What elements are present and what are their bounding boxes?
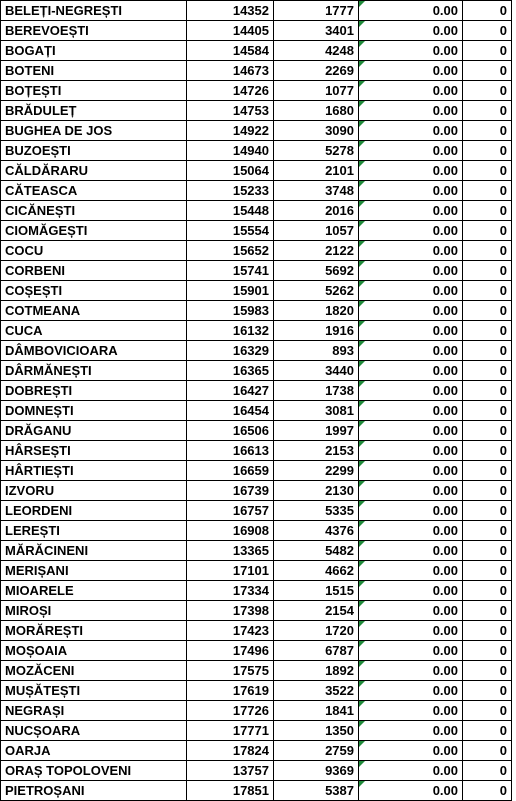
error-indicator-icon — [359, 261, 365, 267]
error-indicator-icon — [359, 741, 365, 747]
count-cell[interactable]: 0 — [463, 781, 512, 801]
locality-name-cell[interactable]: MORĂREȘTI — [1, 621, 187, 641]
table-row — [1, 761, 512, 781]
amount-cell[interactable]: 0.00 — [359, 401, 463, 421]
table-row — [1, 241, 512, 261]
table-row — [1, 461, 512, 481]
amount-cell[interactable]: 0.00 — [359, 161, 463, 181]
population-cell[interactable]: 1892 — [274, 661, 359, 681]
amount-cell[interactable]: 0.00 — [359, 21, 463, 41]
siruta-code-cell[interactable]: 15448 — [187, 201, 274, 221]
amount-cell[interactable]: 0.00 — [359, 761, 463, 781]
count-cell[interactable]: 0 — [463, 121, 512, 141]
error-indicator-icon — [359, 281, 365, 287]
count-cell[interactable]: 0 — [463, 201, 512, 221]
locality-name-cell[interactable]: NEGRAȘI — [1, 701, 187, 721]
count-cell[interactable]: 0 — [463, 701, 512, 721]
siruta-code-cell[interactable]: 16739 — [187, 481, 274, 501]
population-cell[interactable]: 1841 — [274, 701, 359, 721]
locality-name-cell[interactable]: BUZOEȘTI — [1, 141, 187, 161]
siruta-code-cell[interactable]: 15554 — [187, 221, 274, 241]
amount-cell[interactable]: 0.00 — [359, 721, 463, 741]
count-cell[interactable]: 0 — [463, 1, 512, 21]
table-row — [1, 681, 512, 701]
table-row — [1, 621, 512, 641]
locality-name-cell[interactable]: DOMNEȘTI — [1, 401, 187, 421]
table-row — [1, 781, 512, 801]
table-row — [1, 141, 512, 161]
amount-cell[interactable]: 0.00 — [359, 201, 463, 221]
population-cell[interactable]: 5262 — [274, 281, 359, 301]
count-cell[interactable]: 0 — [463, 41, 512, 61]
count-cell[interactable]: 0 — [463, 601, 512, 621]
table-body — [1, 1, 512, 801]
siruta-code-cell[interactable]: 14405 — [187, 21, 274, 41]
siruta-code-cell[interactable]: 17726 — [187, 701, 274, 721]
siruta-code-cell[interactable]: 16132 — [187, 321, 274, 341]
error-indicator-icon — [359, 761, 365, 767]
population-cell[interactable]: 4248 — [274, 41, 359, 61]
error-indicator-icon — [359, 61, 365, 67]
population-cell[interactable]: 1738 — [274, 381, 359, 401]
count-cell[interactable]: 0 — [463, 321, 512, 341]
error-indicator-icon — [359, 701, 365, 707]
population-cell[interactable]: 2154 — [274, 601, 359, 621]
error-indicator-icon — [359, 661, 365, 667]
locality-name-cell[interactable]: BUGHEA DE JOS — [1, 121, 187, 141]
error-indicator-icon — [359, 581, 365, 587]
error-indicator-icon — [359, 481, 365, 487]
count-cell[interactable]: 0 — [463, 361, 512, 381]
siruta-code-cell[interactable]: 17334 — [187, 581, 274, 601]
amount-cell[interactable]: 0.00 — [359, 601, 463, 621]
count-cell[interactable]: 0 — [463, 261, 512, 281]
amount-cell[interactable]: 0.00 — [359, 281, 463, 301]
locality-name-cell[interactable]: DÂRMĂNEȘTI — [1, 361, 187, 381]
count-cell[interactable]: 0 — [463, 161, 512, 181]
siruta-code-cell[interactable]: 15064 — [187, 161, 274, 181]
locality-name-cell[interactable]: MĂRĂCINENI — [1, 541, 187, 561]
siruta-code-cell[interactable]: 16365 — [187, 361, 274, 381]
locality-name-cell[interactable]: MERIȘANI — [1, 561, 187, 581]
amount-cell[interactable]: 0.00 — [359, 301, 463, 321]
locality-name-cell[interactable]: COTMEANA — [1, 301, 187, 321]
error-indicator-icon — [359, 441, 365, 447]
count-cell[interactable]: 0 — [463, 301, 512, 321]
error-indicator-icon — [359, 601, 365, 607]
error-indicator-icon — [359, 201, 365, 207]
table-row — [1, 201, 512, 221]
locality-name-cell[interactable]: DOBREȘTI — [1, 381, 187, 401]
table-row — [1, 121, 512, 141]
locality-name-cell[interactable]: HÂRTIEȘTI — [1, 461, 187, 481]
amount-cell[interactable]: 0.00 — [359, 741, 463, 761]
amount-cell[interactable]: 0.00 — [359, 681, 463, 701]
table-row — [1, 21, 512, 41]
amount-cell[interactable]: 0.00 — [359, 141, 463, 161]
table-row — [1, 641, 512, 661]
siruta-code-cell[interactable]: 17619 — [187, 681, 274, 701]
error-indicator-icon — [359, 421, 365, 427]
table-row — [1, 521, 512, 541]
count-cell[interactable]: 0 — [463, 181, 512, 201]
population-cell[interactable]: 4376 — [274, 521, 359, 541]
amount-cell[interactable]: 0.00 — [359, 41, 463, 61]
table-row — [1, 481, 512, 501]
table-row — [1, 441, 512, 461]
error-indicator-icon — [359, 361, 365, 367]
count-cell[interactable]: 0 — [463, 681, 512, 701]
locality-name-cell[interactable]: MIOARELE — [1, 581, 187, 601]
count-cell[interactable]: 0 — [463, 561, 512, 581]
amount-cell[interactable]: 0.00 — [359, 421, 463, 441]
count-cell[interactable]: 0 — [463, 721, 512, 741]
count-cell[interactable]: 0 — [463, 101, 512, 121]
locality-name-cell[interactable]: HÂRSEȘTI — [1, 441, 187, 461]
table-row — [1, 421, 512, 441]
locality-name-cell[interactable]: MOZĂCENI — [1, 661, 187, 681]
count-cell[interactable]: 0 — [463, 661, 512, 681]
count-cell[interactable]: 0 — [463, 501, 512, 521]
population-cell[interactable]: 5692 — [274, 261, 359, 281]
error-indicator-icon — [359, 561, 365, 567]
count-cell[interactable]: 0 — [463, 581, 512, 601]
locality-name-cell[interactable]: BOGAȚI — [1, 41, 187, 61]
population-cell[interactable]: 2269 — [274, 61, 359, 81]
siruta-code-cell[interactable]: 15901 — [187, 281, 274, 301]
error-indicator-icon — [359, 241, 365, 247]
amount-cell[interactable]: 0.00 — [359, 361, 463, 381]
table-row — [1, 541, 512, 561]
locality-name-cell[interactable]: NUCȘOARA — [1, 721, 187, 741]
population-cell[interactable]: 2130 — [274, 481, 359, 501]
locality-name-cell[interactable]: CORBENI — [1, 261, 187, 281]
amount-cell[interactable]: 0.00 — [359, 321, 463, 341]
table-row — [1, 661, 512, 681]
locality-name-cell[interactable]: BOȚEȘTI — [1, 81, 187, 101]
locality-name-cell[interactable]: COȘEȘTI — [1, 281, 187, 301]
population-cell[interactable]: 3748 — [274, 181, 359, 201]
population-cell[interactable]: 3401 — [274, 21, 359, 41]
population-cell[interactable]: 1057 — [274, 221, 359, 241]
siruta-code-cell[interactable]: 14584 — [187, 41, 274, 61]
population-cell[interactable]: 3522 — [274, 681, 359, 701]
locality-name-cell[interactable]: CĂTEASCA — [1, 181, 187, 201]
error-indicator-icon — [359, 141, 365, 147]
table-row — [1, 41, 512, 61]
siruta-code-cell[interactable]: 14922 — [187, 121, 274, 141]
amount-cell[interactable]: 0.00 — [359, 381, 463, 401]
locality-name-cell[interactable]: MIROȘI — [1, 601, 187, 621]
table-row — [1, 401, 512, 421]
error-indicator-icon — [359, 321, 365, 327]
siruta-code-cell[interactable]: 17101 — [187, 561, 274, 581]
locality-name-cell[interactable]: DRĂGANU — [1, 421, 187, 441]
locality-name-cell[interactable]: MUȘĂTEȘTI — [1, 681, 187, 701]
locality-name-cell[interactable]: LEREȘTI — [1, 521, 187, 541]
locality-name-cell[interactable]: CICĂNEȘTI — [1, 201, 187, 221]
error-indicator-icon — [359, 1, 365, 7]
amount-cell[interactable]: 0.00 — [359, 661, 463, 681]
siruta-code-cell[interactable]: 16659 — [187, 461, 274, 481]
table-row — [1, 81, 512, 101]
count-cell[interactable]: 0 — [463, 481, 512, 501]
siruta-code-cell[interactable]: 16427 — [187, 381, 274, 401]
error-indicator-icon — [359, 681, 365, 687]
count-cell[interactable]: 0 — [463, 241, 512, 261]
amount-cell[interactable]: 0.00 — [359, 701, 463, 721]
table-row — [1, 701, 512, 721]
count-cell[interactable]: 0 — [463, 221, 512, 241]
table-row — [1, 61, 512, 81]
population-cell[interactable]: 1820 — [274, 301, 359, 321]
table-row — [1, 221, 512, 241]
count-cell[interactable]: 0 — [463, 421, 512, 441]
siruta-code-cell[interactable]: 14352 — [187, 1, 274, 21]
amount-cell[interactable]: 0.00 — [359, 261, 463, 281]
locality-name-cell[interactable]: BOTENI — [1, 61, 187, 81]
population-cell[interactable]: 1916 — [274, 321, 359, 341]
count-cell[interactable]: 0 — [463, 621, 512, 641]
error-indicator-icon — [359, 641, 365, 647]
error-indicator-icon — [359, 621, 365, 627]
population-cell[interactable]: 2153 — [274, 441, 359, 461]
count-cell[interactable]: 0 — [463, 401, 512, 421]
amount-cell[interactable]: 0.00 — [359, 641, 463, 661]
population-cell[interactable]: 5387 — [274, 781, 359, 801]
count-cell[interactable]: 0 — [463, 61, 512, 81]
error-indicator-icon — [359, 521, 365, 527]
amount-cell[interactable]: 0.00 — [359, 561, 463, 581]
table-row — [1, 181, 512, 201]
count-cell[interactable]: 0 — [463, 441, 512, 461]
amount-cell[interactable]: 0.00 — [359, 221, 463, 241]
table-row — [1, 581, 512, 601]
siruta-code-cell[interactable]: 15983 — [187, 301, 274, 321]
population-cell[interactable]: 1350 — [274, 721, 359, 741]
amount-cell[interactable]: 0.00 — [359, 121, 463, 141]
population-cell[interactable]: 1680 — [274, 101, 359, 121]
locality-name-cell[interactable]: LEORDENI — [1, 501, 187, 521]
population-cell[interactable]: 2759 — [274, 741, 359, 761]
error-indicator-icon — [359, 301, 365, 307]
amount-cell[interactable]: 0.00 — [359, 781, 463, 801]
amount-cell[interactable]: 0.00 — [359, 101, 463, 121]
count-cell[interactable]: 0 — [463, 281, 512, 301]
population-cell[interactable]: 1997 — [274, 421, 359, 441]
siruta-code-cell[interactable]: 16454 — [187, 401, 274, 421]
amount-cell[interactable]: 0.00 — [359, 541, 463, 561]
locality-name-cell[interactable]: BELEȚI-NEGREȘTI — [1, 1, 187, 21]
locality-name-cell[interactable]: CIOMĂGEȘTI — [1, 221, 187, 241]
population-cell[interactable]: 893 — [274, 341, 359, 361]
locality-name-cell[interactable]: CUCA — [1, 321, 187, 341]
table-row — [1, 381, 512, 401]
amount-cell[interactable]: 0.00 — [359, 521, 463, 541]
count-cell[interactable]: 0 — [463, 141, 512, 161]
population-cell[interactable]: 1077 — [274, 81, 359, 101]
siruta-code-cell[interactable]: 13365 — [187, 541, 274, 561]
population-cell[interactable]: 6787 — [274, 641, 359, 661]
siruta-code-cell[interactable]: 14940 — [187, 141, 274, 161]
amount-cell[interactable]: 0.00 — [359, 181, 463, 201]
population-cell[interactable]: 1777 — [274, 1, 359, 21]
population-cell[interactable]: 1720 — [274, 621, 359, 641]
count-cell[interactable]: 0 — [463, 461, 512, 481]
error-indicator-icon — [359, 221, 365, 227]
population-cell[interactable]: 2122 — [274, 241, 359, 261]
population-cell[interactable]: 3440 — [274, 361, 359, 381]
amount-cell[interactable]: 0.00 — [359, 581, 463, 601]
siruta-code-cell[interactable]: 17771 — [187, 721, 274, 741]
table-row — [1, 261, 512, 281]
siruta-code-cell[interactable]: 15652 — [187, 241, 274, 261]
error-indicator-icon — [359, 781, 365, 787]
error-indicator-icon — [359, 41, 365, 47]
error-indicator-icon — [359, 101, 365, 107]
table-row — [1, 101, 512, 121]
siruta-code-cell[interactable]: 17496 — [187, 641, 274, 661]
population-cell[interactable]: 5482 — [274, 541, 359, 561]
population-cell[interactable]: 3090 — [274, 121, 359, 141]
siruta-code-cell[interactable]: 13757 — [187, 761, 274, 781]
table-row — [1, 741, 512, 761]
amount-cell[interactable]: 0.00 — [359, 501, 463, 521]
siruta-code-cell[interactable]: 17824 — [187, 741, 274, 761]
error-indicator-icon — [359, 721, 365, 727]
locality-name-cell[interactable]: COCU — [1, 241, 187, 261]
error-indicator-icon — [359, 161, 365, 167]
population-cell[interactable]: 4662 — [274, 561, 359, 581]
error-indicator-icon — [359, 181, 365, 187]
siruta-code-cell[interactable]: 14726 — [187, 81, 274, 101]
siruta-code-cell[interactable]: 16757 — [187, 501, 274, 521]
table-row — [1, 501, 512, 521]
siruta-code-cell[interactable]: 17423 — [187, 621, 274, 641]
siruta-code-cell[interactable]: 16506 — [187, 421, 274, 441]
siruta-code-cell[interactable]: 17851 — [187, 781, 274, 801]
amount-cell[interactable]: 0.00 — [359, 61, 463, 81]
error-indicator-icon — [359, 461, 365, 467]
siruta-code-cell[interactable]: 17398 — [187, 601, 274, 621]
amount-cell[interactable]: 0.00 — [359, 461, 463, 481]
count-cell[interactable]: 0 — [463, 521, 512, 541]
table-row — [1, 361, 512, 381]
population-cell[interactable]: 5278 — [274, 141, 359, 161]
locality-name-cell[interactable]: IZVORU — [1, 481, 187, 501]
error-indicator-icon — [359, 81, 365, 87]
error-indicator-icon — [359, 21, 365, 27]
amount-cell[interactable]: 0.00 — [359, 621, 463, 641]
table-row — [1, 321, 512, 341]
population-cell[interactable]: 9369 — [274, 761, 359, 781]
siruta-code-cell[interactable]: 16329 — [187, 341, 274, 361]
siruta-code-cell[interactable]: 16908 — [187, 521, 274, 541]
population-cell[interactable]: 5335 — [274, 501, 359, 521]
siruta-code-cell[interactable]: 14753 — [187, 101, 274, 121]
table-row — [1, 601, 512, 621]
error-indicator-icon — [359, 501, 365, 507]
count-cell[interactable]: 0 — [463, 21, 512, 41]
error-indicator-icon — [359, 401, 365, 407]
table-row — [1, 561, 512, 581]
table-row — [1, 161, 512, 181]
count-cell[interactable]: 0 — [463, 81, 512, 101]
population-cell[interactable]: 2101 — [274, 161, 359, 181]
population-cell[interactable]: 2016 — [274, 201, 359, 221]
locality-name-cell[interactable]: DÂMBOVICIOARA — [1, 341, 187, 361]
locality-name-cell[interactable]: CĂLDĂRARU — [1, 161, 187, 181]
siruta-code-cell[interactable]: 17575 — [187, 661, 274, 681]
table-row — [1, 341, 512, 361]
amount-cell[interactable]: 0.00 — [359, 341, 463, 361]
error-indicator-icon — [359, 541, 365, 547]
locality-name-cell[interactable]: OARJA — [1, 741, 187, 761]
locality-name-cell[interactable]: ORAȘ TOPOLOVENI — [1, 761, 187, 781]
locality-name-cell[interactable]: PIETROȘANI — [1, 781, 187, 801]
siruta-code-cell[interactable]: 15233 — [187, 181, 274, 201]
amount-cell[interactable]: 0.00 — [359, 1, 463, 21]
count-cell[interactable]: 0 — [463, 341, 512, 361]
locality-name-cell[interactable]: BEREVOEȘTI — [1, 21, 187, 41]
siruta-code-cell[interactable]: 14673 — [187, 61, 274, 81]
error-indicator-icon — [359, 121, 365, 127]
error-indicator-icon — [359, 341, 365, 347]
population-cell[interactable]: 3081 — [274, 401, 359, 421]
population-cell[interactable]: 2299 — [274, 461, 359, 481]
population-cell[interactable]: 1515 — [274, 581, 359, 601]
amount-cell[interactable]: 0.00 — [359, 441, 463, 461]
locality-name-cell[interactable]: BRĂDULEȚ — [1, 101, 187, 121]
locality-name-cell[interactable]: MOȘOAIA — [1, 641, 187, 661]
count-cell[interactable]: 0 — [463, 761, 512, 781]
siruta-code-cell[interactable]: 15741 — [187, 261, 274, 281]
amount-cell[interactable]: 0.00 — [359, 241, 463, 261]
table-row — [1, 301, 512, 321]
count-cell[interactable]: 0 — [463, 741, 512, 761]
count-cell[interactable]: 0 — [463, 381, 512, 401]
amount-cell[interactable]: 0.00 — [359, 481, 463, 501]
siruta-code-cell[interactable]: 16613 — [187, 441, 274, 461]
table-row — [1, 1, 512, 21]
count-cell[interactable]: 0 — [463, 641, 512, 661]
table-row — [1, 281, 512, 301]
amount-cell[interactable]: 0.00 — [359, 81, 463, 101]
count-cell[interactable]: 0 — [463, 541, 512, 561]
table-row — [1, 721, 512, 741]
error-indicator-icon — [359, 381, 365, 387]
